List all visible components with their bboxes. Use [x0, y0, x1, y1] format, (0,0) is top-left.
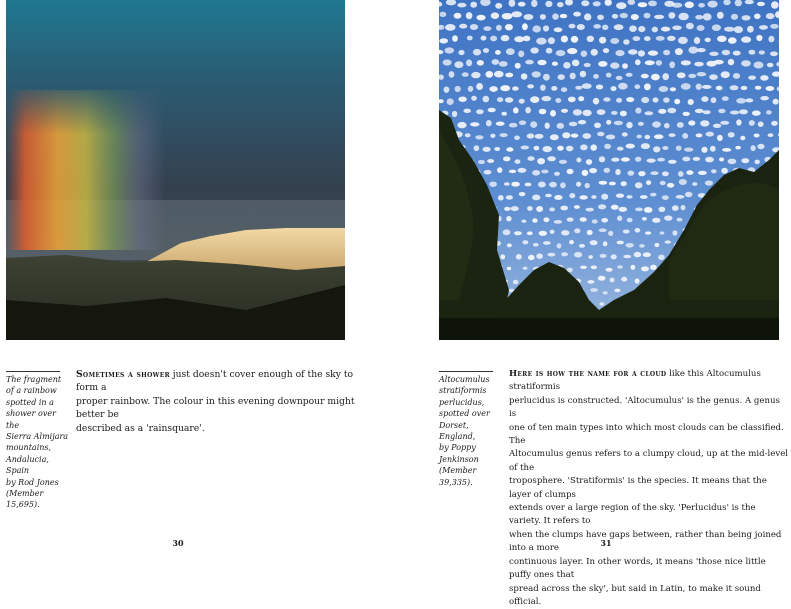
caption-line: Altocumulus [439, 374, 501, 385]
caption-line: spotted over [439, 408, 501, 419]
right-page [396, 0, 791, 550]
caption-line: (Member 39,335). [439, 465, 501, 488]
photo-caption [439, 374, 501, 488]
caption-line: Andalucia, Spain [6, 454, 70, 477]
caption-line: Jenkinson [439, 454, 501, 465]
page-number: 31 [591, 538, 621, 548]
caption-line: by Poppy [439, 442, 501, 453]
body-line: continuous layer. In other words, it means 'those nice little puffy ones that [509, 556, 789, 583]
body-line: proper rainbow. The colour in this evening downpour might better be [76, 395, 376, 422]
body-paragraph [509, 368, 789, 609]
caption-rule [6, 371, 60, 372]
body-line: perlucidus is constructed. 'Altocumulus' is the genus. A genus is [509, 395, 789, 422]
caption-line: by Rod Jones [6, 477, 70, 488]
photo-caption [6, 374, 70, 511]
page-number: 30 [163, 538, 193, 548]
body-line: spread across the sky', but said in Latin, to make it sound official. [509, 583, 789, 609]
caption-line: The fragment [6, 374, 70, 385]
body-line: troposphere. 'Stratiformis' is the species. It means that the layer of clumps [509, 475, 789, 502]
caption-line: stratiformis [439, 385, 501, 396]
caption-line: Dorset, England, [439, 420, 501, 443]
lead-in: Here is how the name for a cloud [509, 369, 666, 379]
caption-line: of a rainbow [6, 385, 70, 396]
caption-line: perlucidus, [439, 397, 501, 408]
caption-line: shower over the [6, 408, 70, 431]
body-line: extends over a large region of the sky. 'Perlucidus' is the variety. It refers to [509, 502, 789, 529]
rainbow-rain-photo [6, 0, 345, 340]
body-line: like this Altocumulus stratiformis [509, 369, 761, 392]
caption-rule [439, 371, 493, 372]
body-paragraph [76, 368, 376, 435]
body-line: one of ten main types into which most clouds can be classified. The [509, 422, 789, 449]
body-line: when the clumps have gaps between, rather than being joined into a more [509, 529, 789, 556]
body-line: described as a 'rainsquare'. [76, 422, 376, 435]
left-page [0, 0, 395, 550]
body-line: Altocumulus genus refers to a clumpy cloud, up at the mid-level of the [509, 448, 789, 475]
caption-line: spotted in a [6, 397, 70, 408]
caption-line: mountains, [6, 442, 70, 453]
lead-in: Sometimes a shower [76, 369, 170, 380]
caption-line: (Member 15,695). [6, 488, 70, 511]
body-line: just doesn't cover enough of the sky to form a [76, 369, 353, 393]
altocumulus-clouds-photo [439, 0, 779, 340]
caption-line: Sierra Almijara [6, 431, 70, 442]
